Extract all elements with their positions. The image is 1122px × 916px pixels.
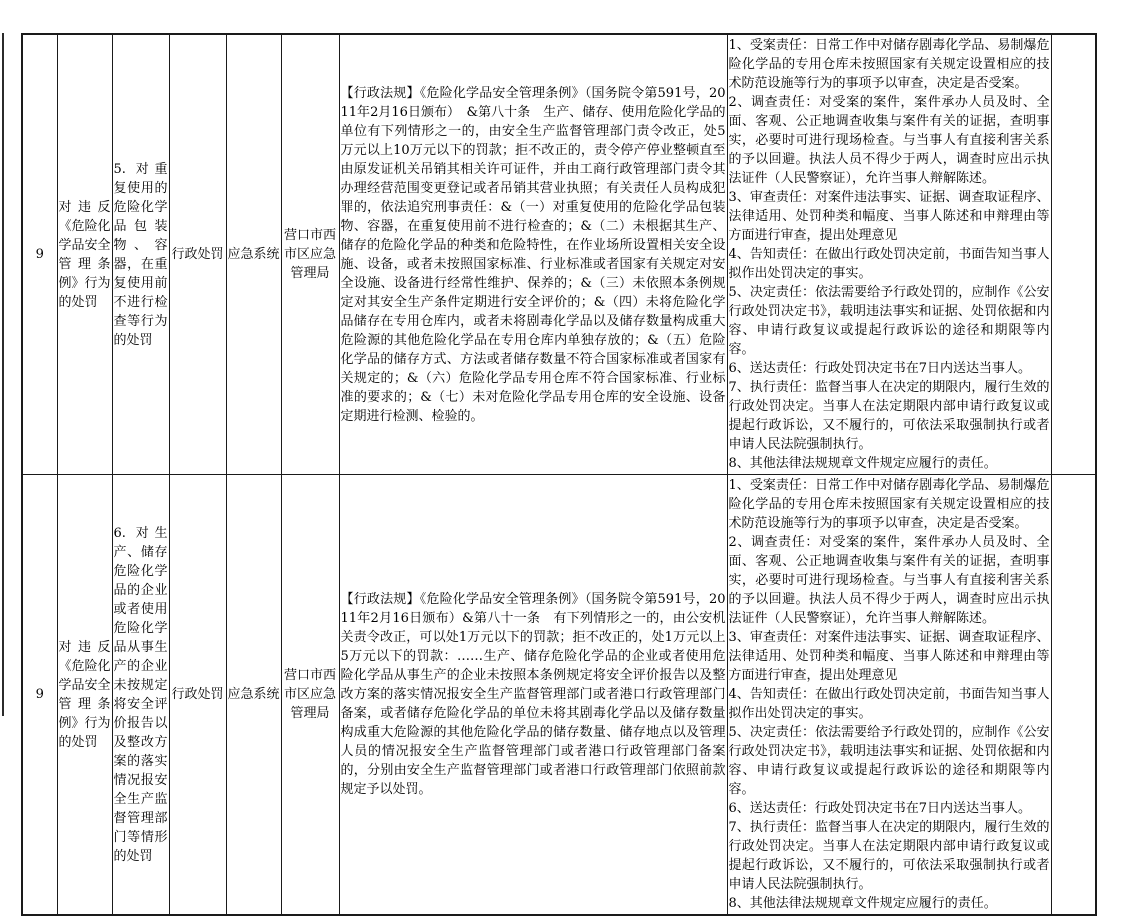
cell-legal-basis: 【行政法规】《危险化学品安全管理条例》（国务院令第591号，2011年2月16日颁布） &第八十条 生产、储存、使用危险化学品的单位有下列情形之一的，由安全生产监督管理部门责令改正，处5万元以上10万元以下的罚款；拒不改正的，责令停产停业整顿直至由原发证机关吊销其相关许可证件，并由工商行政管理部门责令其办理经营范围变更登记或者吊销其营业执照；有关责任人员构成犯罪的，依法追究刑事责任：&（一）对重复使用的危险化学品包装物、容器，在重复使用前不进行检查的；&（二）未根据其生产、储存的危险化学品的种类和危险特性，在作业场所设置相关安全设施、设备，或者未按照国家标准、行业标准或者国家有关规定对安全设施、设备进行经常性维护、保养的；&（三）未依照本条例规定对其安全生产条件定期进行安全评价的；&（四）未将危险化学品储存在专用仓库内，或者未将剧毒化学品以及储存数量构成重大危险源的其他危险化学品在专用仓库内单独存放的；&（五）危险化学品的储存方式、方法或者储存数量不符合国家标准或者国家有关规定的；&（六）危险化学品专用仓库不符合国家标准、行业标准的要求的；&（七）未对危险化学品专用仓库的安全设施、设备定期进行检测、检验的。 [339,34,727,475]
cell-penalty-type: 行政处罚 [169,475,226,916]
responsibility-item: 1、受案责任：日常工作中对储存剧毒化学品、易制爆危险化学品的专用仓库未按照国家有关规定设置相应的技术防范设施等行为的事项予以审查，决定是否受案。 [728,38,1050,91]
responsibility-item: 5、决定责任：依法需要给予行政处罚的，应制作《公安行政处罚决定书》，载明违法事实和证据、处罚依据和内容、申请行政复议或提起行政诉讼的途径和期限等内容。 [728,725,1050,797]
responsibility-item: 2、调查责任：对受案的案件，案件承办人员及时、全面、客观、公正地调查收集与案件有关的证据，查明事实，必要时可进行现场检查。与当事人有直接利害关系的予以回避。执法人员不得少于两人，调查时应出示执法证件（人民警察证），允许当事人辩解陈述。 [728,95,1050,186]
cell-agency: 营口市西市区应急管理局 [281,475,339,916]
cell-responsibilities [727,475,1051,916]
responsibility-item: 4、告知责任：在做出行政处罚决定前，书面告知当事人拟作出处罚决定的事实。 [728,687,1050,721]
cell-category: 对违反《危险化学品安全管理条例》行为的处罚 [57,34,112,475]
responsibility-item: 8、其他法律法规规章文件规定应履行的责任。 [728,896,997,911]
table-row [22,475,1096,916]
responsibility-item: 3、审查责任：对案件违法事实、证据、调查取证程序、法律适用、处罚种类和幅度、当事人陈述和申辩理由等方面进行审查，提出处理意见 [728,190,1050,243]
cell-item: 5. 对重复使用的危险化学品包装物、容器，在重复使用前不进行检查等行为的处罚 [112,34,169,475]
responsibility-item: 6、送达责任：行政处罚决定书在7日内送达当事人。 [728,361,1032,376]
cell-responsibilities [727,34,1051,475]
cell-agency: 营口市西市区应急管理局 [281,34,339,475]
penalty-table [21,33,1097,916]
responsibility-item: 5、决定责任：依法需要给予行政处罚的，应制作《公安行政处罚决定书》，载明违法事实和证据、处罚依据和内容、申请行政复议或提起行政诉讼的途径和期限等内容。 [728,285,1050,357]
responsibility-item: 6、送达责任：行政处罚决定书在7日内送达当事人。 [728,801,1032,816]
cell-system: 应急系统 [226,475,281,916]
responsibility-item: 2、调查责任：对受案的案件，案件承办人员及时、全面、客观、公正地调查收集与案件有关的证据，查明事实，必要时可进行现场检查。与当事人有直接利害关系的予以回避。执法人员不得少于两人，调查时应出示执法证件（人民警察证），允许当事人辩解陈述。 [728,535,1050,626]
responsibility-item: 4、告知责任：在做出行政处罚决定前，书面告知当事人拟作出处罚决定的事实。 [728,247,1050,281]
cell-system: 应急系统 [226,34,281,475]
table-row [22,34,1096,475]
cell-legal-basis: 【行政法规】《危险化学品安全管理条例》（国务院令第591号，2011年2月16日颁布）&第八十一条 有下列情形之一的，由公安机关责令改正，可以处1万元以下的罚款；拒不改正的，处1万元以上5万元以下的罚款：……生产、储存危险化学品的企业或者使用危险化学品从事生产的企业未按照本条例规定将安全评价报告以及整改方案的落实情况报安全生产监督管理部门或者港口行政管理部门备案，或者储存危险化学品的单位未将其剧毒化学品以及储存数量构成重大危险源的其他危险化学品的储存数量、储存地点以及管理人员的情况报安全生产监督管理部门或者港口行政管理部门备案的，分别由安全生产监督管理部门或者港口行政管理部门依照前款规定予以处罚。 [339,475,727,916]
responsibility-item: 3、审查责任：对案件违法事实、证据、调查取证程序、法律适用、处罚种类和幅度、当事人陈述和申辩理由等方面进行审查，提出处理意见 [728,630,1050,683]
cell-seq: 9 [22,475,57,916]
cell-blank [1051,475,1096,916]
left-edge-rule [2,33,4,716]
cell-item: 6. 对生产、储存危险化学品的企业或者使用危险化学品从事生产的企业未按规定将安全评价报告以及整改方案的落实情况报安全生产监督管理部门等情形的处罚 [112,475,169,916]
responsibility-item: 8、其他法律法规规章文件规定应履行的责任。 [728,456,997,471]
cell-seq: 9 [22,34,57,475]
responsibility-item: 7、执行责任：监督当事人在决定的期限内，履行生效的行政处罚决定。当事人在法定期限内部申请行政复议或提起行政诉讼，又不履行的，可依法采取强制执行或者申请人民法院强制执行。 [728,380,1050,452]
responsibility-item: 7、执行责任：监督当事人在决定的期限内，履行生效的行政处罚决定。当事人在法定期限内部申请行政复议或提起行政诉讼，又不履行的，可依法采取强制执行或者申请人民法院强制执行。 [728,820,1050,892]
cell-penalty-type: 行政处罚 [169,34,226,475]
cell-category: 对违反《危险化学品安全管理条例》行为的处罚 [57,475,112,916]
cell-blank [1051,34,1096,475]
responsibility-item: 1、受案责任：日常工作中对储存剧毒化学品、易制爆危险化学品的专用仓库未按照国家有关规定设置相应的技术防范设施等行为的事项予以审查，决定是否受案。 [728,478,1050,531]
